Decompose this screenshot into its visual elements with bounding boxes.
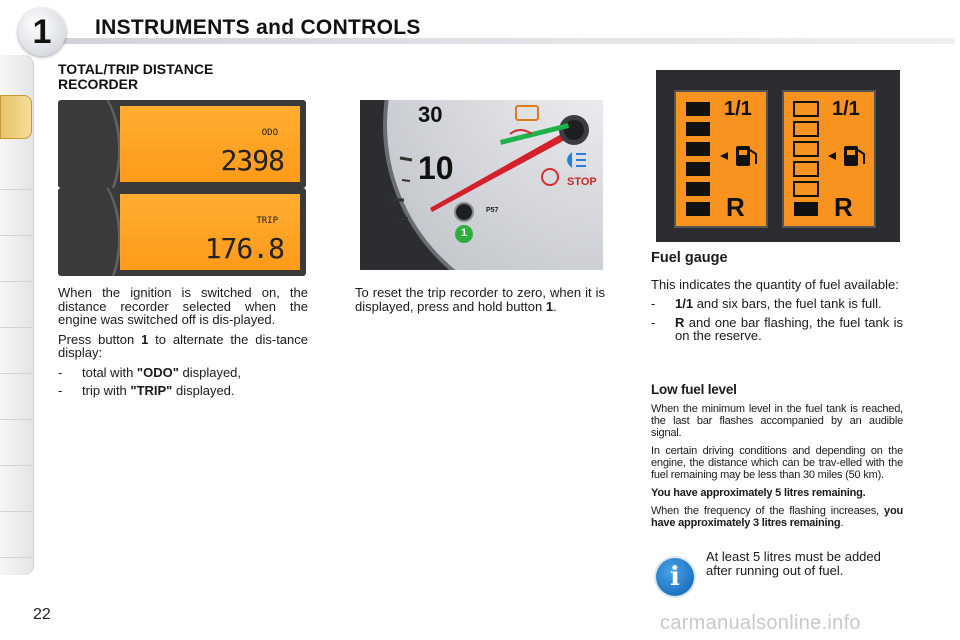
list-text: total with [82, 364, 137, 380]
fuel-gauge-title: Fuel gauge [651, 250, 728, 266]
button-number-badge: 1 [460, 227, 468, 239]
list-text: and six bars, the fuel tank is full. [693, 296, 882, 311]
trip-display-image [58, 188, 306, 276]
reset-instruction [355, 286, 605, 313]
low-fuel-title: Low fuel level [651, 382, 737, 397]
gauge-reserve-label: R [726, 192, 745, 222]
gauge-full-label: 1/1 [832, 98, 860, 120]
gauge-reserve-label: R [834, 192, 853, 222]
headlight-icon [567, 152, 586, 168]
speedometer-image [360, 100, 603, 270]
fuel-gauge-intro: This indicates the quantity of fuel available: [651, 276, 899, 292]
list-dash: - [58, 383, 63, 398]
low-fuel-paragraph: When the minimum level in the fuel tank is reached, the last bar flashes accompanied by an audible signal. [651, 403, 903, 439]
list-text: displayed. [172, 383, 235, 398]
chapter-tab[interactable] [0, 237, 32, 282]
list-dash: - [651, 296, 656, 311]
odo-label: ODO [261, 128, 278, 138]
press-text: to alternate the dis-tance display: [58, 331, 308, 360]
fuel-pump-icon [736, 146, 756, 166]
list-dash: - [58, 364, 63, 380]
list-dash: - [651, 314, 656, 330]
reset-button-number: 1 [545, 298, 554, 314]
press-text: Press button [58, 331, 142, 347]
chapter-tab-active[interactable] [0, 95, 32, 139]
speed-label-30: 30 [418, 102, 443, 127]
low-fuel-warning: You have approximately 5 litres remaining. [651, 487, 866, 499]
speed-label-10: 10 [418, 150, 454, 186]
reset-text-part: . [553, 298, 557, 314]
chapter-tab[interactable] [0, 283, 32, 328]
list-item [58, 384, 308, 398]
list-text: displayed, [178, 364, 242, 380]
watermark: carmanualsonline.info [660, 612, 861, 634]
chapter-tab[interactable] [0, 513, 32, 558]
page-number: 22 [33, 606, 51, 623]
trip-label: TRIP [256, 216, 278, 226]
trip-lcd-screen [120, 194, 300, 270]
list-item [651, 297, 903, 311]
list-item [58, 366, 308, 380]
chapter-sidebar [0, 55, 34, 575]
recorder-intro: When the ignition is switched on, the distance recorder selected when the engine was switched off is dis-played. [58, 285, 308, 327]
list-text: and one bar flashing, the fuel tank is on the reserve. [675, 314, 903, 343]
recorder-press-instruction [58, 333, 308, 360]
fuel-gauge-full [674, 90, 768, 228]
info-icon [656, 558, 694, 596]
recorder-text [58, 286, 308, 403]
low-fuel-paragraph: In certain driving conditions and depending on the engine, the distance which can be trav-elled with the fuel remaining may be less than 30 miles (50 km). [651, 445, 903, 481]
chapter-number-badge: 1 [18, 8, 66, 56]
trip-value: 176.8 [204, 232, 284, 265]
fuel-pump-icon [844, 146, 864, 166]
section-title-line: RECORDER [58, 76, 139, 92]
fuel-gauge-reserve [782, 90, 876, 228]
page-title: INSTRUMENTS and CONTROLS [95, 16, 421, 39]
chapter-tab[interactable] [0, 421, 32, 466]
info-note: At least 5 litres must be added after running out of fuel. [706, 549, 881, 578]
low-fuel-text: . [840, 517, 844, 529]
low-fuel-paragraph [651, 505, 903, 529]
reset-text-part: To reset the trip recorder to zero, when it is displayed, press and hold button [355, 285, 605, 314]
low-fuel-bold: you have approximately 3 litres remaining [651, 505, 903, 529]
low-fuel-text: When the frequency of the flashing increases, [651, 505, 885, 517]
reset-text [355, 286, 605, 319]
fuel-gauge-section [651, 252, 903, 348]
chapter-tab[interactable] [0, 145, 32, 190]
chapter-tab[interactable] [0, 329, 32, 374]
list-bold: "TRIP" [130, 383, 173, 398]
odo-lcd-screen [120, 106, 300, 182]
list-item [651, 316, 903, 343]
list-bold: R [675, 314, 685, 330]
chapter-tab[interactable] [0, 191, 32, 236]
p57-label: P57 [486, 207, 499, 214]
press-button-number: 1 [141, 331, 149, 347]
section-title-line: TOTAL/TRIP DISTANCE [58, 61, 214, 77]
low-fuel-section [651, 384, 903, 535]
list-bold: 1/1 [675, 296, 694, 311]
odo-value: 2398 [220, 144, 284, 177]
section-title-recorder [58, 62, 213, 92]
fuel-gauge-image [656, 70, 900, 242]
stop-warning-label: STOP [567, 176, 597, 188]
list-bold: "ODO" [136, 364, 179, 380]
odo-display-image [58, 100, 306, 188]
chapter-tab[interactable] [0, 375, 32, 420]
list-text: trip with [82, 383, 131, 398]
info-glyph: i [670, 562, 680, 592]
chapter-tab[interactable] [0, 467, 32, 512]
gauge-full-label: 1/1 [724, 98, 752, 120]
